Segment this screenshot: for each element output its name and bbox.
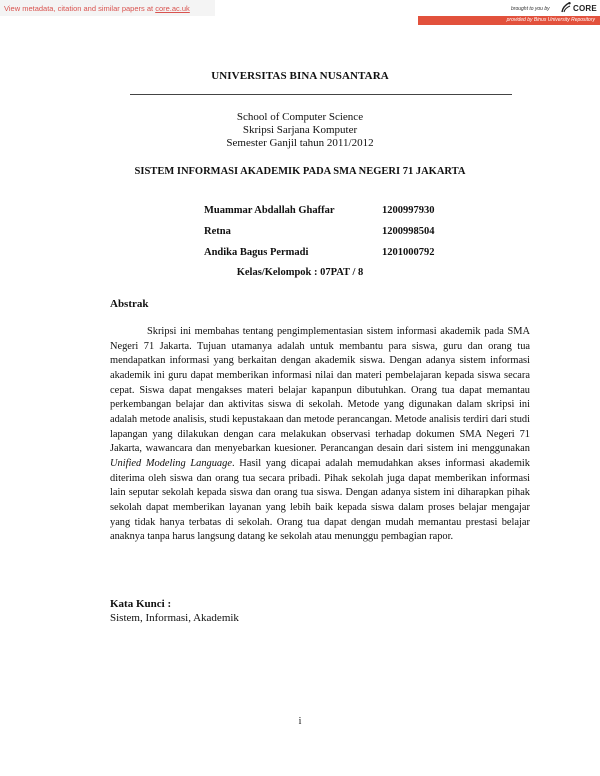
- author-name: Andika Bagus Permadi: [204, 247, 309, 258]
- core-logo-text: CORE: [573, 4, 597, 13]
- page-number: i: [298, 716, 302, 727]
- abstract-text-part2: . Hasil yang dicapai adalah memudahkan akses informasi akademik diterima oleh siswa dan orang tua secara pribadi. Pihak sekolah juga dapat memberikan informasi lain seputar sekolah kepada siswa dan orang tua siswa. Dengan adanya sistem ini diharapkan pihak sekolah dapat memberikan layanan yang lebih baik kepada siswa dalam proses belajar mengajar yang tidak hanya terbatas di sekolah. Orang tua dapat dengan mudah memantau prestasi belajar anaknya tanpa harus langsung datang ke sekolah atau menunggu pembagian rapor.: [110, 457, 530, 543]
- keywords-value: Sistem, Informasi, Akademik: [110, 612, 239, 624]
- core-link-text: View metadata, citation and similar papers at: [4, 4, 156, 13]
- core-link-host: core.ac.uk: [155, 4, 190, 13]
- header-divider: [130, 94, 512, 95]
- school-name: School of Computer Science: [236, 111, 364, 123]
- class-group: Kelas/Kelompok : 07PAT / 8: [236, 267, 364, 278]
- keywords-heading: Kata Kunci :: [110, 598, 172, 610]
- author-nim: 1200998504: [382, 226, 435, 237]
- abstract-text-part1: Skripsi ini membahas tentang pengimplementasian sistem informasi akademik pada SMA Negeri 71 Jakarta. Tujuan utamanya adalah untuk membantu para siswa, guru dan orang tua mendapatkan informasi yang berkaitan dengan akademik siswa. Dengan adanya sistem informasi akademik ini guru dapat memberikan informasi nilai dan materi pembelajaran kepada siswa secara cepat. Siswa dapat mengakses materi belajar kapanpun dibutuhkan. Orang tua dapat memantau perkembangan belajar dan aktivitas siswa di sekolah. Metode yang digunakan dalam skripsi ini adalah metode analisis, studi kepustakaan dan metode perancangan. Metode analisis terdiri dari studi lapangan yang dilakukan dengan cara melakukan observasi terhadap dokumen SMA Negeri 71 Jakarta, wawancara dan menyebarkan kuesioner. Perancangan desain dari sistem ini menggunakan: [110, 326, 530, 455]
- author-nim: 1201000792: [382, 247, 435, 258]
- thesis-title: SISTEM INFORMASI AKADEMIK PADA SMA NEGERI 71 JAKARTA: [134, 166, 466, 177]
- author-name: Muammar Abdallah Ghaffar: [204, 205, 335, 216]
- abstract-heading: Abstrak: [110, 298, 149, 310]
- semester-line: Semester Ganjil tahun 2011/2012: [226, 137, 374, 149]
- school-block: [0, 111, 600, 150]
- abstract-text-italic: Unified Modeling Language: [110, 457, 232, 469]
- core-brought-by: brought to you by: [511, 6, 550, 12]
- program-name: Skripsi Sarjana Komputer: [242, 124, 358, 136]
- university-name: UNIVERSITAS BINA NUSANTARA: [211, 70, 389, 82]
- author-row: [204, 247, 464, 268]
- author-name: Retna: [204, 226, 231, 237]
- author-nim: 1200997930: [382, 205, 435, 216]
- author-row: [204, 205, 464, 226]
- abstract-body: [110, 325, 530, 545]
- author-row: [204, 226, 464, 247]
- core-provided-by: provided by Binus University Repository: [506, 17, 595, 23]
- author-list: [204, 205, 464, 268]
